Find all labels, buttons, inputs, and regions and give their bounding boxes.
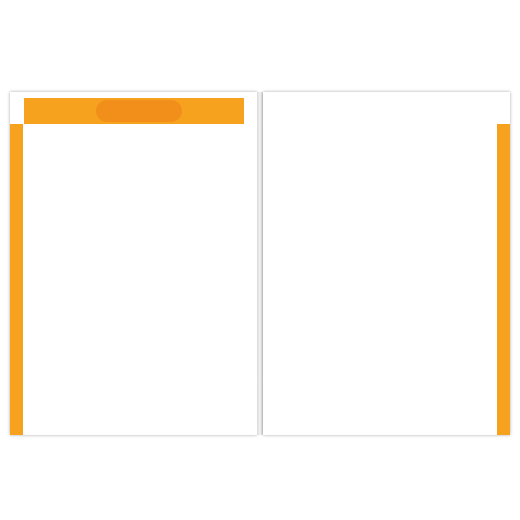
- banner-bar: [24, 98, 244, 124]
- right-page: [263, 92, 510, 435]
- book-spread: [10, 92, 510, 435]
- left-page: [10, 92, 257, 435]
- contents-banner: [10, 92, 257, 124]
- page-title: [96, 100, 182, 122]
- left-side-bar: [10, 124, 23, 435]
- right-side-bar: [497, 124, 510, 435]
